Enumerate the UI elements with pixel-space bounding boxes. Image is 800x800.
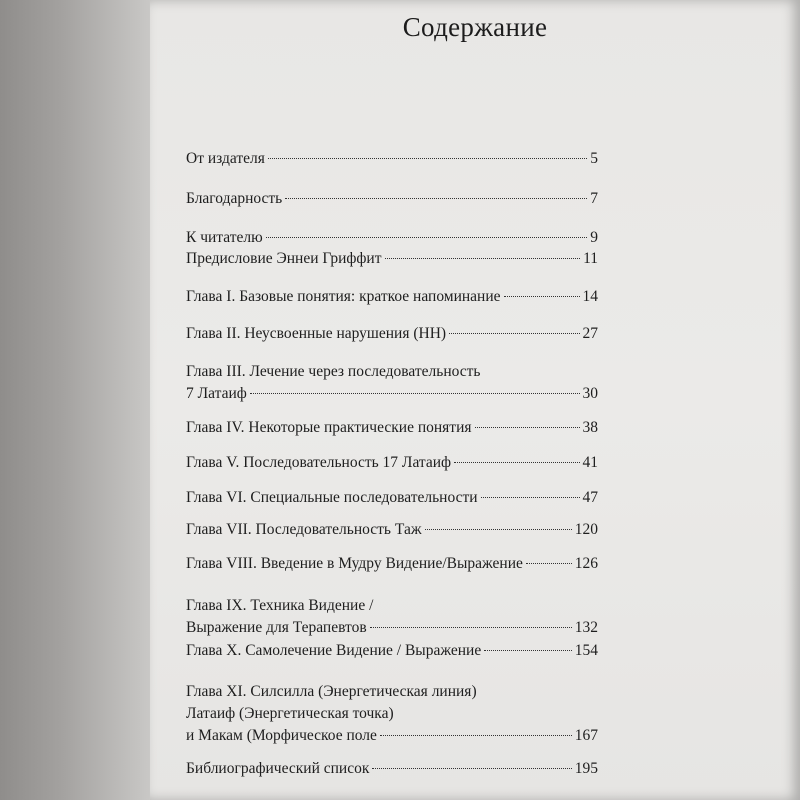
toc-entry <box>186 595 598 639</box>
toc-entry-title-cont: 7 Латаиф <box>186 385 247 402</box>
toc-entry-title: Глава VI. Специальные последовательности <box>186 489 478 506</box>
toc-entry-title: Библиографический список <box>186 760 370 777</box>
toc-entry <box>186 148 598 170</box>
toc-entry-title: Глава X. Самолечение Видение / Выражение <box>186 642 482 659</box>
toc-entry-title: Глава IX. Техника Видение / <box>186 597 374 614</box>
toc-entry-page: 14 <box>582 288 598 305</box>
toc-entry <box>186 487 598 509</box>
toc-entry-title: К читателю <box>186 229 263 246</box>
toc-entry-page: 30 <box>582 385 598 402</box>
toc-entry <box>186 758 598 780</box>
toc-entry-title: Глава I. Базовые понятия: краткое напоминание <box>186 288 501 305</box>
toc-entry-page: 167 <box>574 727 598 744</box>
toc-entry-title: Глава II. Неусвоенные нарушения (НН) <box>186 325 447 342</box>
leader-dots <box>475 427 580 428</box>
toc-entry <box>186 519 598 541</box>
toc-entry <box>186 286 598 308</box>
toc-entry-page: 126 <box>574 555 598 572</box>
toc-entry <box>186 361 598 405</box>
toc-entry <box>186 323 598 345</box>
toc-entry <box>186 640 598 662</box>
toc-entry-page: 27 <box>582 325 598 342</box>
toc-entry-page: 9 <box>590 229 598 246</box>
toc-entry <box>186 417 598 439</box>
toc-entry-title-cont: Латаиф (Энергетическая точка) <box>186 705 394 722</box>
leader-dots <box>484 650 572 651</box>
toc-entry-page: 195 <box>574 760 598 777</box>
toc-entry-title: Глава IV. Некоторые практические понятия <box>186 419 472 436</box>
toc-entry-page: 7 <box>590 190 598 207</box>
toc-entry-title: Благодарность <box>186 190 283 207</box>
toc-entry-title: От издателя <box>186 150 265 167</box>
toc-entry <box>186 681 598 747</box>
leader-dots <box>481 497 580 498</box>
leader-dots <box>250 393 580 394</box>
toc-entry-page: 120 <box>574 521 598 538</box>
toc-entry-page: 132 <box>574 619 598 636</box>
toc-entry-title: Предисловие Эннеи Гриффит <box>186 250 382 267</box>
toc-entry-page: 5 <box>590 150 598 167</box>
leader-dots <box>449 333 579 334</box>
toc-entry-page: 154 <box>574 642 598 659</box>
toc-entry <box>186 188 598 210</box>
toc-entry-title: Глава III. Лечение через последовательность <box>186 363 481 380</box>
toc-entry-title: Глава XI. Силсилла (Энергетическая линия) <box>186 683 477 700</box>
toc-entry <box>186 452 598 474</box>
leader-dots <box>285 198 587 199</box>
leader-dots <box>266 237 588 238</box>
leader-dots <box>425 529 572 530</box>
leader-dots <box>504 296 580 297</box>
toc-entry-title-cont: Выражение для Терапевтов <box>186 619 367 636</box>
toc-entry-page: 47 <box>582 489 598 506</box>
toc-entry-page: 41 <box>582 454 598 471</box>
toc-entry <box>186 248 598 270</box>
leader-dots <box>268 158 587 159</box>
toc-entry <box>186 227 598 249</box>
leader-dots <box>385 258 581 259</box>
leader-dots <box>454 462 579 463</box>
leader-dots <box>380 735 572 736</box>
toc-entry-title: Глава VII. Последовательность Таж <box>186 521 422 538</box>
toc-entry-page: 38 <box>582 419 598 436</box>
leader-dots <box>372 768 571 769</box>
leader-dots <box>370 627 572 628</box>
toc-entry-page: 11 <box>583 250 598 267</box>
toc-entry-title-cont: и Макам (Морфическое поле <box>186 727 377 744</box>
toc-entry-title: Глава V. Последовательность 17 Латаиф <box>186 454 452 471</box>
toc-entry-title: Глава VIII. Введение в Мудру Видение/Выражение <box>186 555 523 572</box>
leader-dots <box>526 563 572 564</box>
page-title: Содержание <box>402 12 548 42</box>
toc-entry <box>186 553 598 575</box>
